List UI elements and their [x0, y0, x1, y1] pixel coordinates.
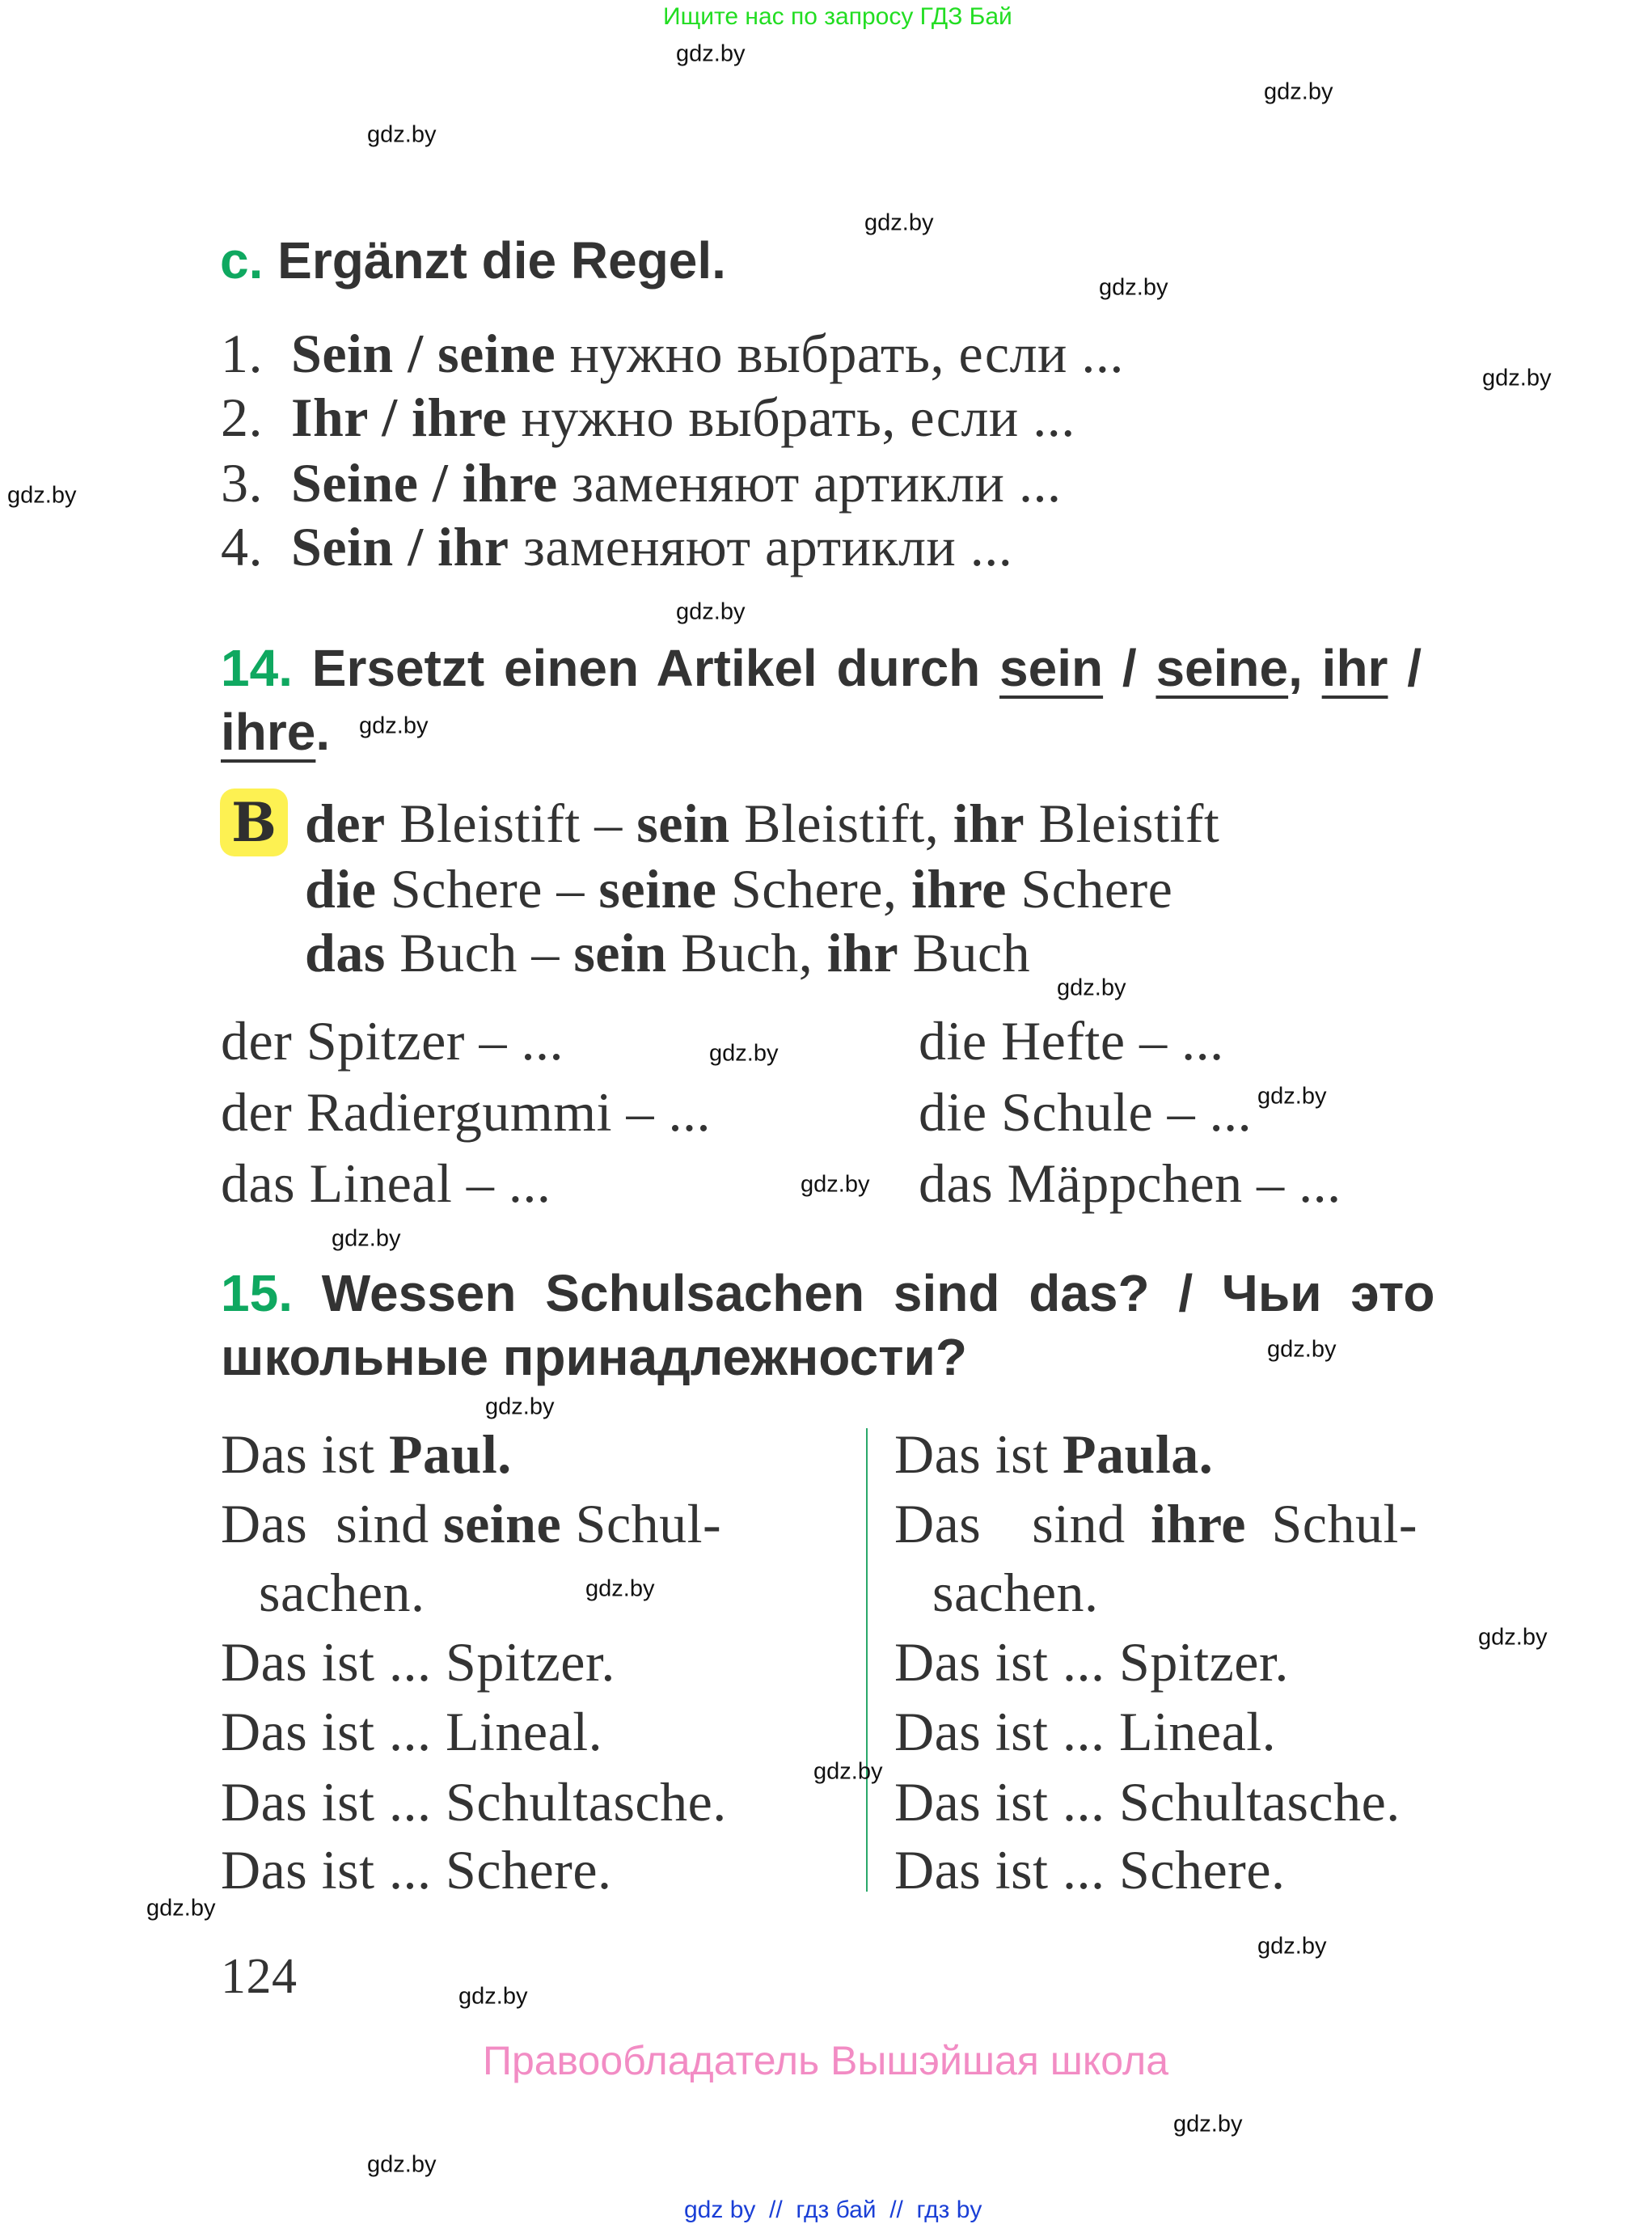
keyword-sein: sein — [999, 639, 1104, 697]
exercise-right-2: die Schule – ... — [919, 1081, 1253, 1143]
exercise-right-1: die Hefte – ... — [919, 1010, 1224, 1072]
possessive: sein — [636, 793, 730, 854]
top-banner: Ищите нас по запросу ГДЗ Бай — [663, 3, 1012, 30]
watermark: gdz.by — [585, 1575, 655, 1602]
copyright-notice: Правообладатель Вышэйшая школа — [483, 2038, 1168, 2083]
text: Das ist — [894, 1423, 1049, 1485]
watermark: gdz.by — [146, 1895, 216, 1922]
watermark: gdz.by — [813, 1758, 883, 1785]
paula-schulsachen-line — [894, 1491, 1418, 1556]
paul-item-3: Das ist ... Schultasche. — [221, 1771, 727, 1833]
rule-text: нужно выбрать, если ... — [521, 387, 1075, 448]
watermark: gdz.by — [1257, 1083, 1327, 1110]
watermark: gdz.by — [801, 1171, 870, 1198]
paul-item-2: Das ist ... Lineal. — [221, 1701, 603, 1762]
comma: , — [1288, 639, 1303, 697]
noun: Bleistift, — [744, 793, 940, 854]
rule-text: заменяют артикли ... — [572, 452, 1062, 514]
noun: Buch — [912, 922, 1031, 983]
noun: Bleistift — [1038, 793, 1220, 854]
period: . — [315, 703, 331, 761]
task-title: Ersetzt einen Artikel durch — [311, 639, 981, 697]
example-line-3 — [305, 920, 1030, 985]
separator: / — [1122, 639, 1137, 697]
rule-number: 2. — [221, 387, 263, 448]
example-line-2 — [305, 856, 1172, 921]
watermark: gdz.by — [367, 2151, 437, 2178]
exercise-right-3: das Mäppchen – ... — [919, 1152, 1341, 1214]
section-label: c. — [220, 231, 264, 290]
watermark: gdz.by — [1257, 1933, 1327, 1960]
task-number: 14. — [221, 639, 293, 697]
possessive: ihre — [911, 858, 1007, 920]
paul-sachen: sachen. — [259, 1562, 425, 1623]
separator: / — [1407, 639, 1422, 697]
rule-4 — [221, 514, 1012, 579]
rule-keyword: Ihr / ihre — [291, 387, 507, 448]
watermark: gdz.by — [1264, 78, 1333, 105]
exercise-left-2: der Radiergummi – ... — [221, 1081, 712, 1143]
task-14-heading-line1 — [221, 637, 1422, 699]
watermark: gdz.by — [367, 121, 437, 148]
text: Das sind — [221, 1493, 444, 1554]
watermark: gdz.by — [1099, 274, 1168, 301]
rule-keyword: Sein / seine — [291, 323, 556, 384]
paula-item-3: Das ist ... Schultasche. — [894, 1771, 1401, 1833]
task-15-heading-line1 — [221, 1262, 1434, 1324]
text: Schul- — [1245, 1493, 1418, 1554]
watermark: gdz.by — [1173, 2111, 1243, 2137]
watermark: gdz.by — [458, 1983, 528, 2010]
watermark: gdz.by — [332, 1225, 401, 1252]
watermark: gdz.by — [7, 482, 77, 509]
paula-item-1: Das ist ... Spitzer. — [894, 1631, 1289, 1693]
text: Schul- — [561, 1493, 722, 1554]
keyword-ihre: ihre — [221, 703, 316, 761]
text: Das ist — [221, 1423, 375, 1485]
task-14-heading-line2 — [221, 701, 330, 763]
exercise-left-1: der Spitzer – ... — [221, 1010, 564, 1072]
person-name: Paul. — [389, 1423, 512, 1485]
rule-1 — [221, 321, 1124, 386]
watermark: gdz.by — [709, 1040, 779, 1067]
paul-intro — [221, 1422, 512, 1486]
paul-item-1: Das ist ... Spitzer. — [221, 1631, 615, 1693]
watermark: gdz.by — [1057, 975, 1126, 1001]
paul-schulsachen-line — [221, 1491, 721, 1556]
possessive: sein — [573, 922, 667, 983]
watermark: gdz.by — [1478, 1624, 1548, 1651]
rule-number: 1. — [221, 323, 263, 384]
rule-number: 4. — [221, 516, 263, 577]
noun: Schere – — [390, 858, 585, 920]
possessive: ihr — [826, 922, 899, 983]
rule-text: заменяют артикли ... — [523, 516, 1013, 577]
rule-3 — [221, 450, 1061, 515]
paula-item-2: Das ist ... Lineal. — [894, 1701, 1277, 1762]
possessive: seine — [443, 1493, 562, 1554]
possessive: ihre — [1151, 1493, 1246, 1554]
footer-links[interactable]: gdz by // гдз бай // гдз by — [684, 2197, 982, 2223]
rule-keyword: Seine / ihre — [291, 452, 558, 514]
task-title: Wessen Schulsachen sind das? / Чьи это — [321, 1264, 1435, 1322]
rule-2 — [221, 385, 1075, 450]
keyword-ihr: ihr — [1321, 639, 1388, 697]
watermark: gdz.by — [1267, 1336, 1337, 1363]
article: das — [305, 922, 386, 983]
example-badge-icon — [220, 789, 288, 856]
noun: Buch – — [399, 922, 560, 983]
page-number: 124 — [221, 1949, 298, 2004]
badge-letter: B — [231, 791, 277, 854]
example-line-1 — [305, 791, 1219, 856]
watermark: gdz.by — [864, 209, 934, 236]
paula-sachen: sachen. — [932, 1562, 1099, 1623]
paula-intro — [894, 1422, 1213, 1486]
text: Das sind — [894, 1493, 1151, 1554]
article: die — [305, 858, 377, 920]
noun: Buch, — [681, 922, 813, 983]
column-divider — [866, 1428, 868, 1892]
rule-text: нужно выбрать, если ... — [569, 323, 1124, 384]
paula-item-4: Das ist ... Schere. — [894, 1839, 1286, 1901]
watermark: gdz.by — [485, 1393, 555, 1420]
rule-keyword: Sein / ihr — [291, 516, 509, 577]
possessive: ihr — [953, 793, 1025, 854]
noun: Schere — [1020, 858, 1173, 920]
noun: Schere, — [730, 858, 898, 920]
watermark: gdz.by — [359, 712, 429, 739]
watermark: gdz.by — [676, 598, 746, 625]
watermark: gdz.by — [1482, 365, 1552, 391]
article: der — [305, 793, 386, 854]
keyword-seine: seine — [1156, 639, 1289, 697]
section-c-heading — [220, 230, 726, 291]
exercise-left-3: das Lineal – ... — [221, 1152, 551, 1214]
paul-item-4: Das ist ... Schere. — [221, 1839, 612, 1901]
task-number: 15. — [221, 1264, 293, 1322]
possessive: seine — [598, 858, 717, 920]
noun: Bleistift – — [399, 793, 623, 854]
watermark: gdz.by — [676, 40, 746, 67]
person-name: Paula. — [1063, 1423, 1214, 1485]
task-15-heading-line2: школьные принадлежности? — [221, 1328, 967, 1386]
rule-number: 3. — [221, 452, 263, 514]
section-title: Ergänzt die Regel. — [277, 231, 726, 290]
